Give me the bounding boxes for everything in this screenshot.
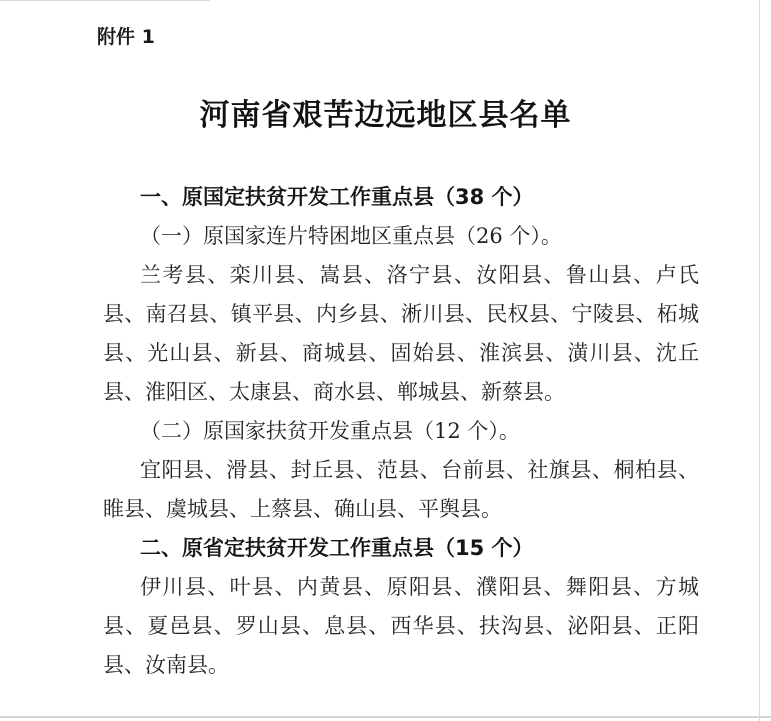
scan-edge-right	[759, 0, 760, 721]
document-title: 河南省艰苦边远地区县名单	[199, 98, 572, 133]
section-1-subsection-2-county-list: 宜阳县、滑县、封丘县、范县、台前县、社旗县、桐柏县、睢县、虞城县、上蔡县、确山县、平舆县。	[103, 458, 699, 521]
document-body	[103, 178, 699, 685]
section-1-subsection-2-heading: （二）原国家扶贫开发重点县（12 个）。	[140, 419, 520, 443]
scan-edge-bottom	[0, 716, 771, 718]
section-1-heading: 一、原国定扶贫开发工作重点县（38 个）	[140, 185, 534, 209]
attachment-label: 附件 1	[97, 26, 155, 48]
section-1-subsection-1-heading: （一）原国家连片特困地区重点县（26 个）。	[140, 224, 562, 248]
section-2-heading: 二、原省定扶贫开发工作重点县（15 个）	[140, 536, 534, 560]
scan-edge-top	[0, 0, 210, 1]
section-1-subsection-1-county-list: 兰考县、栾川县、嵩县、洛宁县、汝阳县、鲁山县、卢氏县、南召县、镇平县、内乡县、淅川县、民权县、宁陵县、柘城县、光山县、新县、商城县、固始县、淮滨县、潢川县、沈丘县、淮阳区、太康县、商水县、郸城县、新蔡县。	[103, 263, 699, 404]
section-2-county-list: 伊川县、叶县、内黄县、原阳县、濮阳县、舞阳县、方城县、夏邑县、罗山县、息县、西华县、扶沟县、泌阳县、正阳县、汝南县。	[103, 575, 699, 677]
